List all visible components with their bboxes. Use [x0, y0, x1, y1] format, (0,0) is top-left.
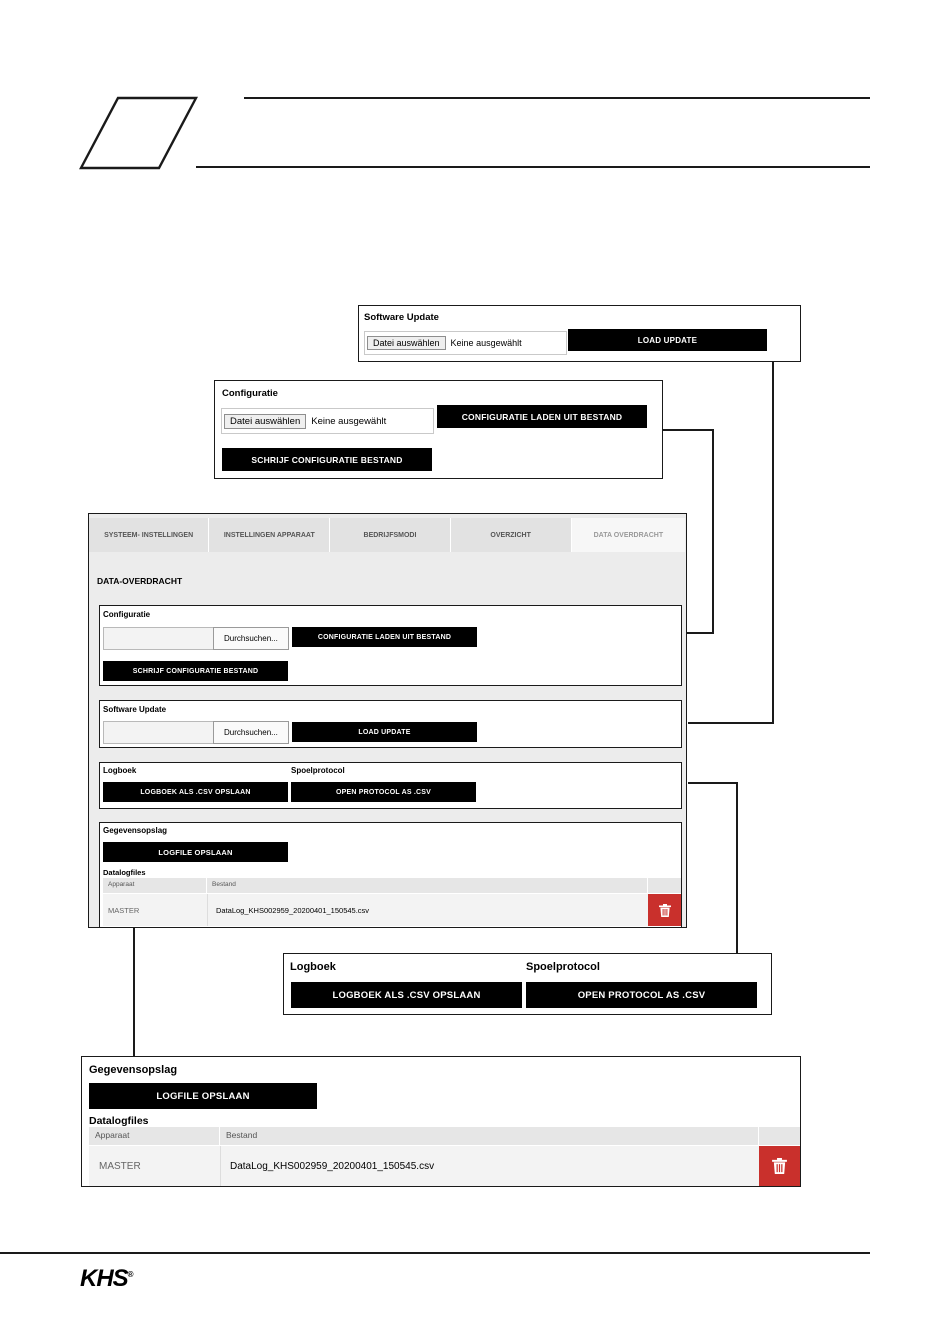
- table-row: [103, 894, 681, 926]
- gegevensopslag-title: Gegevensopslag: [103, 826, 168, 835]
- logo-text: KHS: [80, 1265, 128, 1292]
- app-screenshot: [88, 513, 687, 928]
- write-config-button[interactable]: SCHRIJF CONFIGURATIE BESTAND: [103, 661, 288, 681]
- page-title: DATA-OVERDRACHT: [97, 576, 183, 586]
- gegevensopslag-callout: [81, 1056, 801, 1187]
- table-row: [89, 1146, 800, 1186]
- logboek-title: Logboek: [103, 766, 137, 775]
- choose-file-button[interactable]: Datei auswählen: [224, 414, 306, 429]
- configuratie-title: Configuratie: [222, 388, 278, 399]
- file-input[interactable]: [364, 331, 567, 355]
- delete-button[interactable]: [759, 1146, 800, 1186]
- logboek-callout: [283, 953, 772, 1015]
- header-rule-top: [244, 97, 870, 99]
- col-apparaat: Apparaat: [89, 1127, 220, 1145]
- col-actions: [759, 1127, 800, 1145]
- khs-logo: [80, 1265, 133, 1293]
- connector-config-h2: [686, 632, 714, 634]
- file-status: Keine ausgewählt: [311, 415, 387, 427]
- connector-config-v: [712, 429, 714, 633]
- connector-gegevens-v: [133, 927, 135, 1057]
- delete-button[interactable]: [648, 894, 681, 926]
- software-update-title: Software Update: [364, 312, 439, 323]
- tab-overzicht[interactable]: OVERZICHT: [451, 518, 572, 552]
- file-browse[interactable]: [103, 721, 289, 742]
- cell-bestand: DataLog_KHS002959_20200401_150545.csv: [220, 1146, 759, 1186]
- load-config-button[interactable]: CONFIGURATIE LADEN UIT BESTAND: [437, 405, 647, 428]
- file-status: Keine ausgewählt: [450, 338, 522, 348]
- datalogfiles-title: Datalogfiles: [103, 868, 146, 877]
- configuratie-callout: [214, 380, 663, 479]
- footer-rule: [0, 1252, 870, 1254]
- tab-systeem-instellingen[interactable]: SYSTEEM- INSTELLINGEN: [89, 518, 209, 552]
- tab-data-overdracht[interactable]: DATA OVERDRACHT: [572, 518, 685, 552]
- spoelprotocol-title: Spoelprotocol: [291, 766, 345, 775]
- file-browse[interactable]: [103, 627, 289, 648]
- col-bestand: Bestand: [207, 878, 648, 893]
- software-update-callout: [358, 305, 801, 362]
- section-title: Software Update: [103, 705, 167, 714]
- software-update-section: [99, 700, 682, 748]
- gegevensopslag-title: Gegevensopslag: [89, 1064, 178, 1076]
- cell-bestand: DataLog_KHS002959_20200401_150545.csv: [207, 894, 648, 926]
- logboek-csv-button[interactable]: LOGBOEK ALS .CSV OPSLAAN: [291, 982, 522, 1008]
- datalogfiles-title: Datalogfiles: [89, 1115, 149, 1127]
- col-actions: [648, 878, 681, 893]
- logfile-opslaan-button[interactable]: LOGFILE OPSLAAN: [103, 842, 288, 862]
- connector-software-h: [688, 722, 774, 724]
- trash-icon: [659, 904, 671, 917]
- gegevensopslag-section: [99, 822, 682, 928]
- connector-config-h1: [662, 429, 714, 431]
- logboek-title: Logboek: [290, 961, 336, 973]
- col-apparaat: Apparaat: [103, 878, 207, 893]
- datalog-table-header: [103, 878, 681, 893]
- browse-button[interactable]: Durchsuchen...: [213, 721, 289, 744]
- logboek-csv-button[interactable]: LOGBOEK ALS .CSV OPSLAAN: [103, 782, 288, 802]
- logfile-opslaan-button[interactable]: LOGFILE OPSLAAN: [89, 1083, 317, 1109]
- logo-registered-mark: ®: [127, 1270, 133, 1279]
- file-input[interactable]: [221, 408, 434, 434]
- file-path-field[interactable]: [103, 721, 213, 744]
- cell-apparaat: MASTER: [99, 1160, 141, 1172]
- connector-logboek-h: [688, 782, 738, 784]
- load-config-button[interactable]: CONFIGURATIE LADEN UIT BESTAND: [292, 627, 477, 647]
- note-parallelogram-icon: [78, 94, 200, 172]
- browse-button[interactable]: Durchsuchen...: [213, 627, 289, 650]
- connector-software: [772, 361, 774, 723]
- file-path-field[interactable]: [103, 627, 213, 650]
- logboek-section: [99, 762, 682, 809]
- open-protocol-button[interactable]: OPEN PROTOCOL AS .CSV: [291, 782, 476, 802]
- load-update-button[interactable]: LOAD UPDATE: [292, 722, 477, 742]
- col-bestand: Bestand: [220, 1127, 759, 1145]
- tab-bar: [89, 518, 685, 552]
- write-config-button[interactable]: SCHRIJF CONFIGURATIE BESTAND: [222, 448, 432, 471]
- load-update-button[interactable]: LOAD UPDATE: [568, 329, 767, 351]
- spoelprotocol-title: Spoelprotocol: [526, 961, 600, 973]
- choose-file-button[interactable]: Datei auswählen: [367, 336, 446, 350]
- section-title: Configuratie: [103, 610, 151, 619]
- tab-bedrijfsmodi[interactable]: BEDRIJFSMODI: [330, 518, 450, 552]
- trash-icon: [772, 1158, 787, 1174]
- open-protocol-button[interactable]: OPEN PROTOCOL AS .CSV: [526, 982, 757, 1008]
- tab-instellingen-apparaat[interactable]: INSTELLINGEN APPARAAT: [209, 518, 330, 552]
- configuratie-section: [99, 605, 682, 686]
- connector-logboek-v: [736, 782, 738, 954]
- cell-apparaat: MASTER: [108, 905, 140, 915]
- header-rule-bottom: [196, 166, 870, 168]
- datalog-table-header: [89, 1127, 800, 1145]
